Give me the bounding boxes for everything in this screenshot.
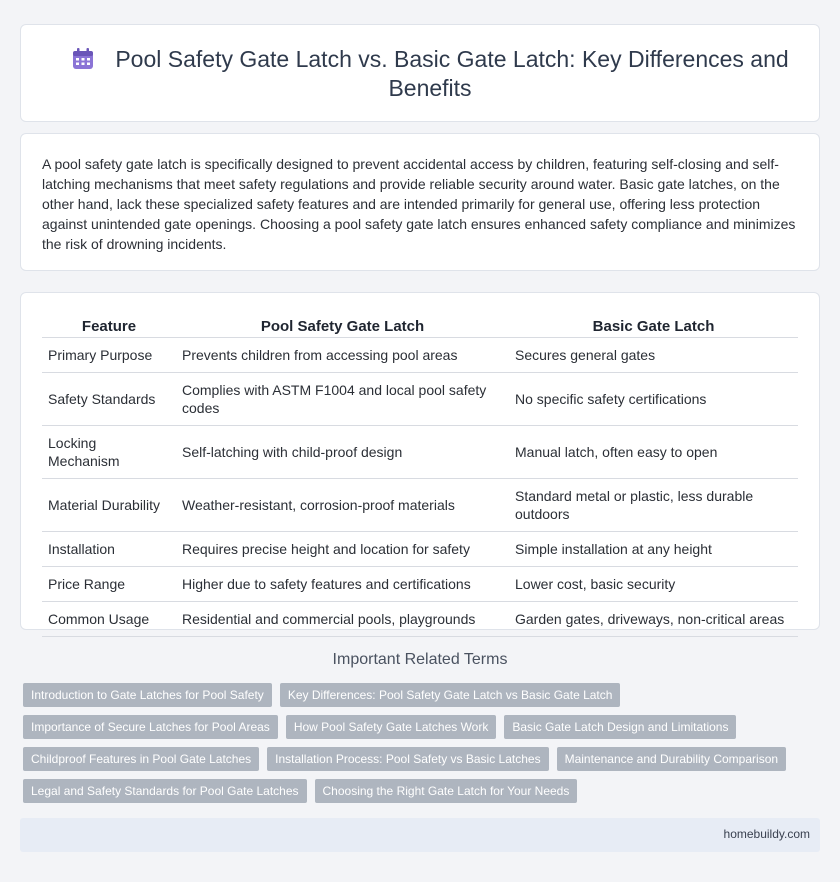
related-term-tag[interactable]: Introduction to Gate Latches for Pool Safety	[23, 683, 272, 707]
table-cell: Installation	[42, 532, 176, 567]
footer-site-link[interactable]: homebuildy.com	[723, 827, 810, 841]
title-card	[20, 24, 820, 122]
page-title-text: Pool Safety Gate Latch vs. Basic Gate Latch: Key Differences and Benefits	[115, 46, 789, 101]
table-cell: Secures general gates	[509, 338, 798, 373]
comparison-card	[20, 292, 820, 630]
table-cell: Safety Standards	[42, 373, 176, 426]
table-row	[42, 532, 798, 567]
related-term-tag[interactable]: Maintenance and Durability Comparison	[557, 747, 786, 771]
related-term-tag[interactable]: Basic Gate Latch Design and Limitations	[504, 715, 736, 739]
related-term-tag[interactable]: Installation Process: Pool Safety vs Basic Latches	[267, 747, 548, 771]
related-terms-title: Important Related Terms	[332, 651, 508, 668]
calendar-icon	[71, 47, 95, 71]
intro-paragraph: A pool safety gate latch is specifically designed to prevent accidental access by children, featuring self-closing and self-latching mechanisms that meet safety regulations and provide reliable security around water. Basic gate latches, on the other hand, lack these specialized safety features and are intended primarily for general use, offering less protection against unintended gate openings. Choosing a pool safety gate latch ensures enhanced safety compliance and minimizes the risk of drowning incidents.	[42, 156, 796, 252]
table-cell: Residential and commercial pools, playgrounds	[176, 602, 509, 637]
intro-card	[20, 133, 820, 271]
table-cell: Garden gates, driveways, non-critical areas	[509, 602, 798, 637]
related-term-tag[interactable]: Legal and Safety Standards for Pool Gate Latches	[23, 779, 307, 803]
related-term-tag[interactable]: Key Differences: Pool Safety Gate Latch vs Basic Gate Latch	[280, 683, 621, 707]
table-row	[42, 426, 798, 479]
related-term-tag[interactable]: How Pool Safety Gate Latches Work	[286, 715, 497, 739]
related-term-tag[interactable]: Importance of Secure Latches for Pool Areas	[23, 715, 278, 739]
table-cell: Material Durability	[42, 479, 176, 532]
table-cell: Lower cost, basic security	[509, 567, 798, 602]
tag-row	[23, 747, 823, 771]
table-cell: Prevents children from accessing pool areas	[176, 338, 509, 373]
related-terms-list	[23, 683, 823, 811]
tag-row	[23, 779, 823, 803]
related-term-tag[interactable]: Choosing the Right Gate Latch for Your Needs	[315, 779, 578, 803]
header-feature: Feature	[42, 315, 176, 338]
footer	[20, 818, 820, 852]
table-row	[42, 373, 798, 426]
table-cell: Higher due to safety features and certifications	[176, 567, 509, 602]
table-cell: Requires precise height and location for safety	[176, 532, 509, 567]
table-header-row	[42, 315, 798, 338]
table-cell: Common Usage	[42, 602, 176, 637]
page-title	[61, 45, 799, 103]
table-row	[42, 338, 798, 373]
table-cell: Simple installation at any height	[509, 532, 798, 567]
table-row	[42, 567, 798, 602]
table-cell: Primary Purpose	[42, 338, 176, 373]
table-row	[42, 479, 798, 532]
table-row	[42, 602, 798, 637]
header-pool-safety: Pool Safety Gate Latch	[176, 315, 509, 338]
comparison-table	[42, 315, 798, 637]
table-cell: Standard metal or plastic, less durable outdoors	[509, 479, 798, 532]
table-cell: Weather-resistant, corrosion-proof materials	[176, 479, 509, 532]
header-basic: Basic Gate Latch	[509, 315, 798, 338]
table-cell: Price Range	[42, 567, 176, 602]
table-cell: Self-latching with child-proof design	[176, 426, 509, 479]
related-term-tag[interactable]: Childproof Features in Pool Gate Latches	[23, 747, 259, 771]
table-cell: Complies with ASTM F1004 and local pool safety codes	[176, 373, 509, 426]
table-cell: Locking Mechanism	[42, 426, 176, 479]
table-cell: No specific safety certifications	[509, 373, 798, 426]
table-cell: Manual latch, often easy to open	[509, 426, 798, 479]
tag-row	[23, 715, 823, 739]
tag-row	[23, 683, 823, 707]
